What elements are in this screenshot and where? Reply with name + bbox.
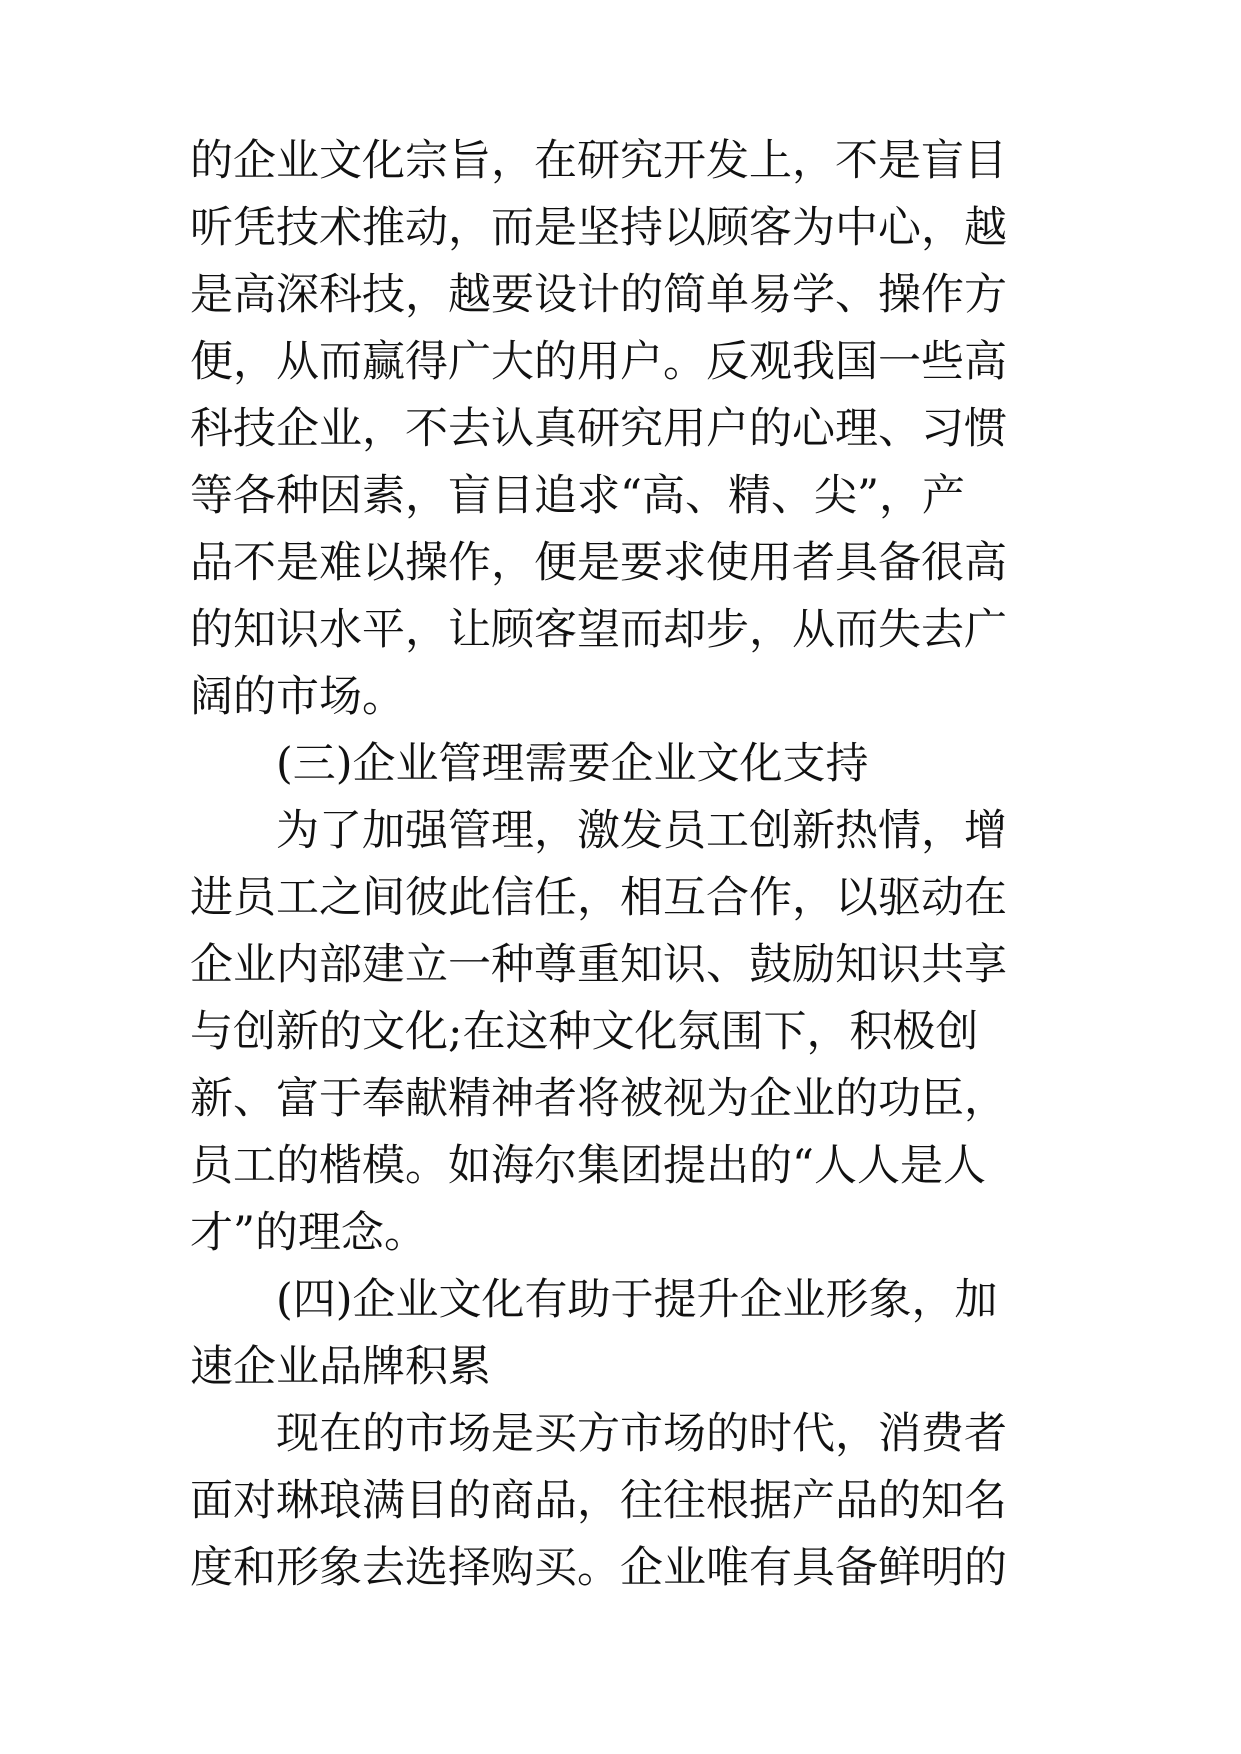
heading-line: (四)企业文化有助于提升企业形象，加 <box>276 1275 998 1325</box>
text-line: 企业内部建立一种尊重知识、鼓励知识共享 <box>190 940 1007 990</box>
text-line: 面对琳琅满目的商品，往往根据产品的知名 <box>190 1476 1007 1526</box>
text-line: 科技企业，不去认真研究用户的心理、习惯 <box>190 404 1007 454</box>
text-line: 的企业文化宗旨，在研究开发上，不是盲目 <box>190 136 1007 186</box>
paragraph-continuation <box>190 128 1060 731</box>
text-line: 品不是难以操作，便是要求使用者具备很高 <box>190 538 1007 588</box>
text-line: 为了加强管理，激发员工创新热情，增 <box>276 806 1007 856</box>
heading-line: (三)企业管理需要企业文化支持 <box>276 739 869 789</box>
text-line: 的知识水平，让顾客望而却步，从而失去广 <box>190 605 1007 655</box>
text-line: 等各种因素，盲目追求“高、精、尖”，产 <box>190 471 965 521</box>
section-heading-3 <box>190 731 1060 798</box>
paragraph-management <box>190 798 1060 1267</box>
text-line: 听凭技术推动，而是坚持以顾客为中心，越 <box>190 203 1007 253</box>
text-line: 才”的理念。 <box>190 1208 427 1258</box>
text-line: 员工的楷模。如海尔集团提出的“人人是人 <box>190 1141 986 1191</box>
heading-line: 速企业品牌积累 <box>190 1342 491 1392</box>
text-line: 是高深科技，越要设计的简单易学、操作方 <box>190 270 1007 320</box>
text-line: 与创新的文化;在这种文化氛围下，积极创 <box>190 1007 979 1057</box>
text-line: 便，从而赢得广大的用户。反观我国一些高 <box>190 337 1007 387</box>
text-line: 进员工之间彼此信任，相互合作，以驱动在 <box>190 873 1007 923</box>
paragraph-market <box>190 1401 1060 1602</box>
text-line: 阔的市场。 <box>190 672 405 722</box>
text-line: 度和形象去选择购买。企业唯有具备鲜明的 <box>190 1543 1007 1593</box>
text-line: 现在的市场是买方市场的时代，消费者 <box>276 1409 1007 1459</box>
text-line: 新、富于奉献精神者将被视为企业的功臣， <box>190 1074 1007 1124</box>
section-heading-4 <box>190 1267 1060 1401</box>
body-text <box>190 128 1060 1602</box>
